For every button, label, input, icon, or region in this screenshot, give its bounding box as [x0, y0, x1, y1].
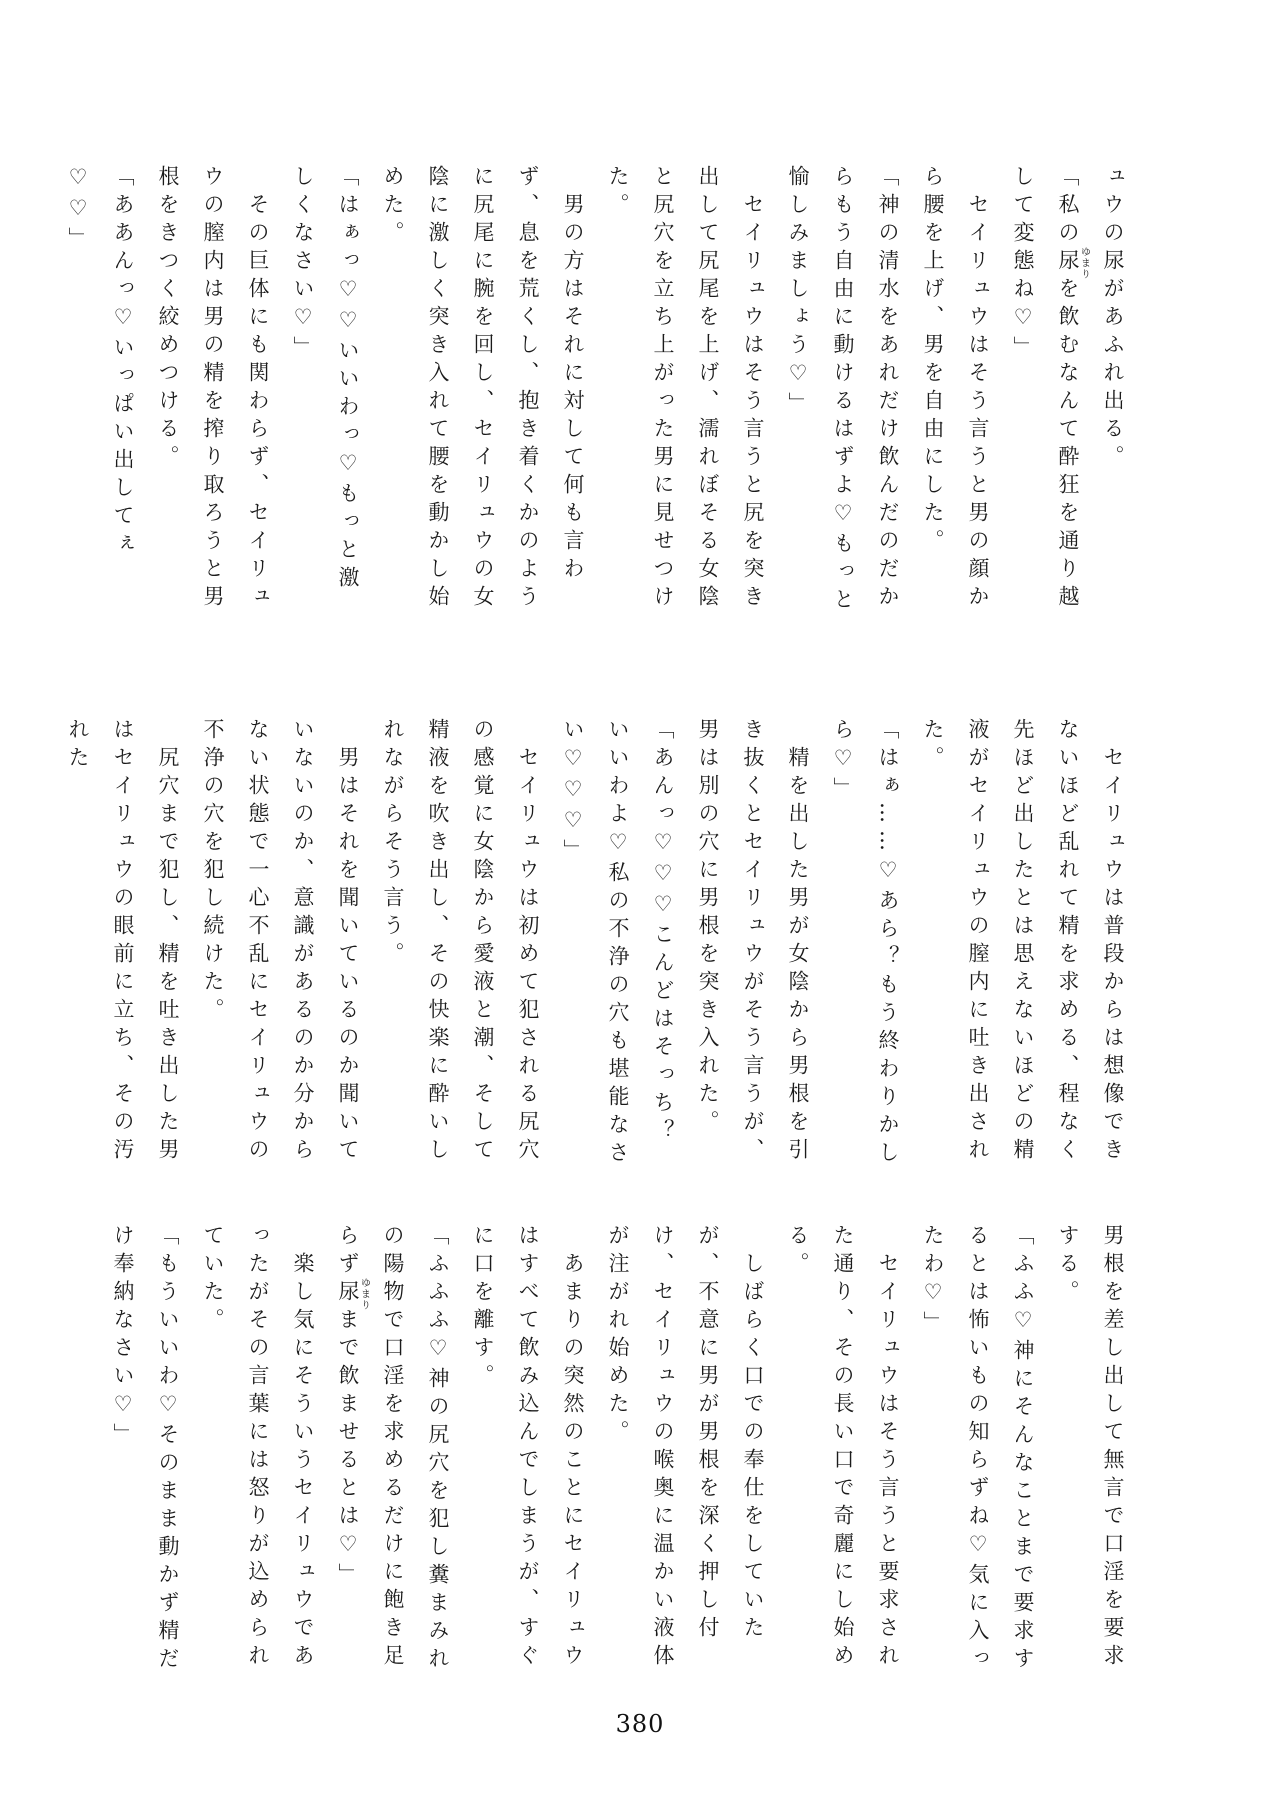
paragraph: 「私の尿ゆまりを飲むなんて酔狂を通り越して変態ね♡」 [1011, 165, 1090, 613]
furigana-word: 尿ゆまり [336, 1277, 370, 1311]
text-band-bottom [100, 1224, 1135, 1676]
paragraph: 「神の清水をあれだけ飲んだのだからもう自由に動けるはずよ♡もっと愉しみましょう♡」 [786, 165, 900, 616]
paragraph: その巨体にも関わらず、セイリュウの膣内は男の精を搾り取ろうと男根をきつく絞めつける。 [156, 165, 270, 613]
paragraph: 男はそれを聞いているのか聞いていないのか、意識があるのか分からない状態で一心不乱にセイリュウの不浄の穴を犯し続けた。 [201, 718, 360, 1166]
paragraph: 「ああんっ♡いっぱい出してぇ♡♡」 [66, 165, 135, 560]
text-band-top [55, 165, 1135, 617]
furigana-word: 尿ゆまり [1056, 246, 1090, 280]
text-band-middle [55, 718, 1135, 1170]
paragraph: 「もういいわ♡そのまま動かず精だけ奉納なさい♡」 [111, 1224, 180, 1675]
paragraph: 「あんっ♡♡♡こんどはそっち？いいわよ♡私の不浄の穴も堪能なさい♡♡♡」 [561, 718, 675, 1169]
paragraph: 精を出した男が女陰から男根を引き抜くとセイリュウがそう言うが、男は別の穴に男根を突き入れた。 [696, 718, 810, 1166]
paragraph: 男根を差し出して無言で口淫を要求する。 [1056, 1224, 1125, 1672]
paragraph: 「ふふふ♡神の尻穴を犯し糞まみれの陽物で口淫を求めるだけに飽き足らず尿ゆまりまで飲ませるとは♡」 [336, 1224, 450, 1675]
paragraph: セイリュウは普段からは想像できないほど乱れて精を求める、程なく先ほど出したとは思えないほどの精液がセイリュウの膣内に吐き出された。 [921, 718, 1125, 1166]
paragraph: セイリュウはそう言うと尻を突き出して尻尾を上げ、濡れぼそる女陰と尻穴を立ち上がった男に見せつけた。 [606, 165, 765, 613]
paragraph: セイリュウはそう言うと男の顔から腰を上げ、男を自由にした。 [921, 165, 990, 613]
paragraph: しばらく口での奉仕をしていたが、不意に男が男根を深く押し付け、セイリュウの喉奥に温かい液体が注がれ始めた。 [606, 1224, 765, 1672]
paragraph: セイリュウはそう言うと要求された通り、その長い口で奇麗にし始める。 [786, 1224, 900, 1672]
paragraph: セイリュウは初めて犯される尻穴の感覚に女陰から愛液と潮、そして精液を吹き出し、その快楽に酔いしれながらそう言う。 [381, 718, 540, 1166]
paragraph: 「はぁっ♡♡いいわっ♡もっと激しくなさい♡」 [291, 165, 360, 594]
paragraph: あまりの突然のことにセイリュウはすべて飲み込んでしまうが、すぐに口を離す。 [471, 1224, 585, 1672]
paragraph: 男の方はそれに対して何も言わず、息を荒くし、抱き着くかのように尻尾に腕を回し、セイリュウの女陰に激しく突き入れて腰を動かし始めた。 [381, 165, 585, 613]
paragraph: ュウの尿があふれ出る。 [1101, 165, 1125, 473]
page-number: 380 [615, 1710, 665, 1738]
paragraph: 尻穴まで犯し、精を吐き出した男はセイリュウの眼前に立ち、その汚れた [66, 718, 180, 1166]
paragraph: 「はぁ……♡あら？もう終わりかしら♡」 [831, 718, 900, 1169]
paragraph: 「ふふ♡神にそんなことまで要求するとは怖いもの知らずね♡気に入ったわ♡」 [921, 1224, 1035, 1675]
paragraph: 楽し気にそういうセイリュウであったがその言葉には怒りが込められていた。 [201, 1224, 315, 1672]
